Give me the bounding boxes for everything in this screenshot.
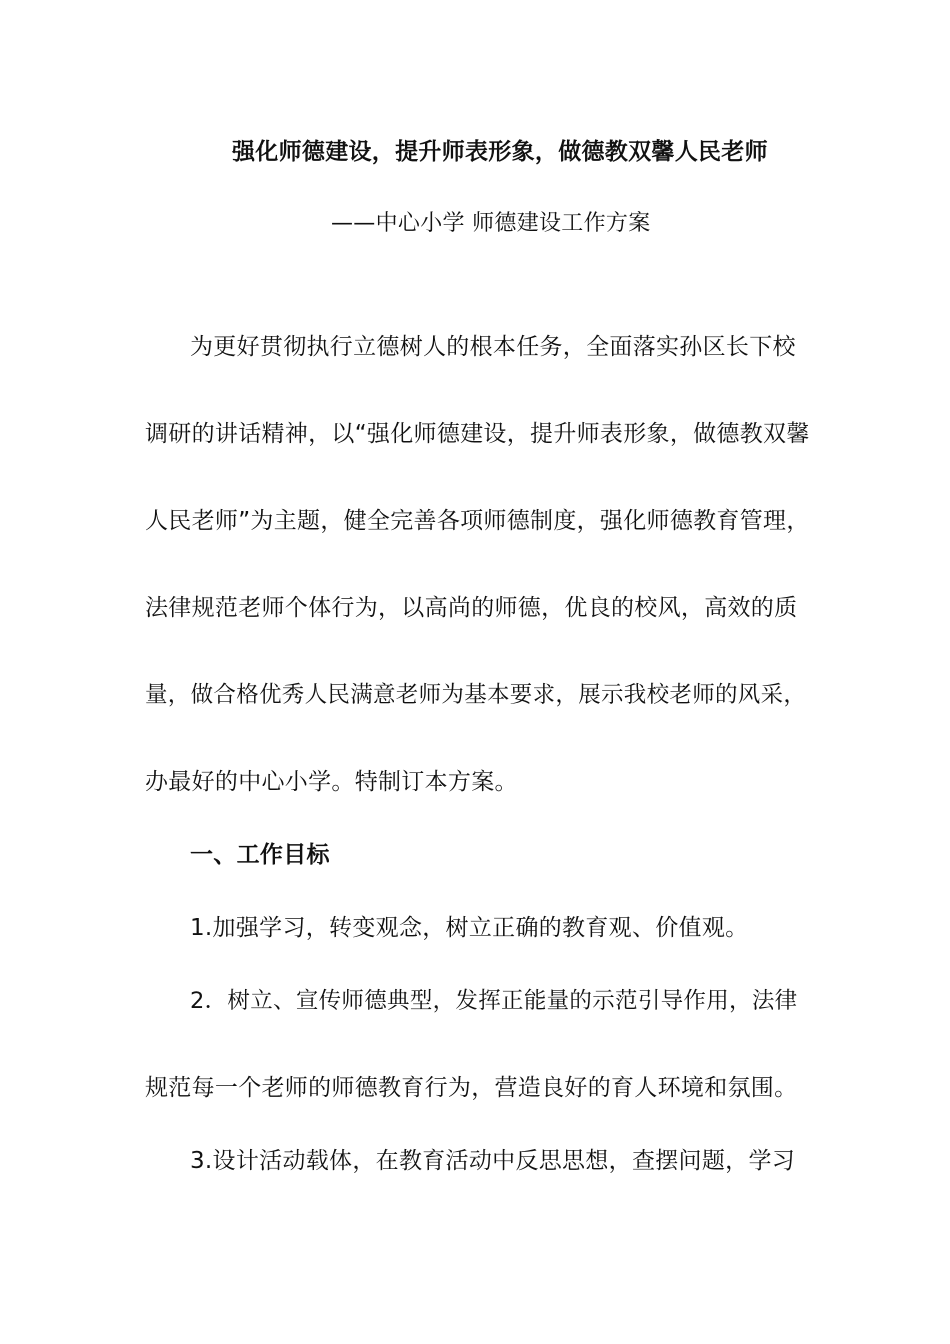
section-heading-goals: 一、工作目标 [190,842,330,868]
intro-line-3: 人民老师”为主题，健全完善各项师德制度，强化师德教育管理， [145,508,810,534]
goal-item-1: 1.加强学习，转变观念，树立正确的教育观、价值观。 [190,915,749,941]
intro-line-4: 法律规范老师个体行为，以高尚的师德，优良的校风，高效的质 [145,595,798,621]
goal-item-2-line-2: 规范每一个老师的师德教育行为，营造良好的育人环境和氛围。 [145,1075,798,1101]
document-subtitle: ——中心小学 师德建设工作方案 [331,211,651,236]
intro-line-5: 量，做合格优秀人民满意老师为基本要求，展示我校老师的风采， [145,682,807,708]
goal-item-3-line-1: 3.设计活动载体，在教育活动中反思思想，查摆问题，学习 [190,1148,796,1174]
intro-line-6: 办最好的中心小学。特制订本方案。 [145,769,518,795]
intro-line-2: 调研的讲话精神，以“强化师德建设，提升师表形象，做德教双馨 [145,421,810,447]
intro-line-1: 为更好贯彻执行立德树人的根本任务，全面落实孙区长下校 [190,334,796,360]
goal-item-2-line-1: 2．树立、宣传师德典型，发挥正能量的示范引导作用，法律 [190,988,798,1014]
document-title: 强化师德建设，提升师表形象，做德教双馨人民老师 [232,139,768,165]
